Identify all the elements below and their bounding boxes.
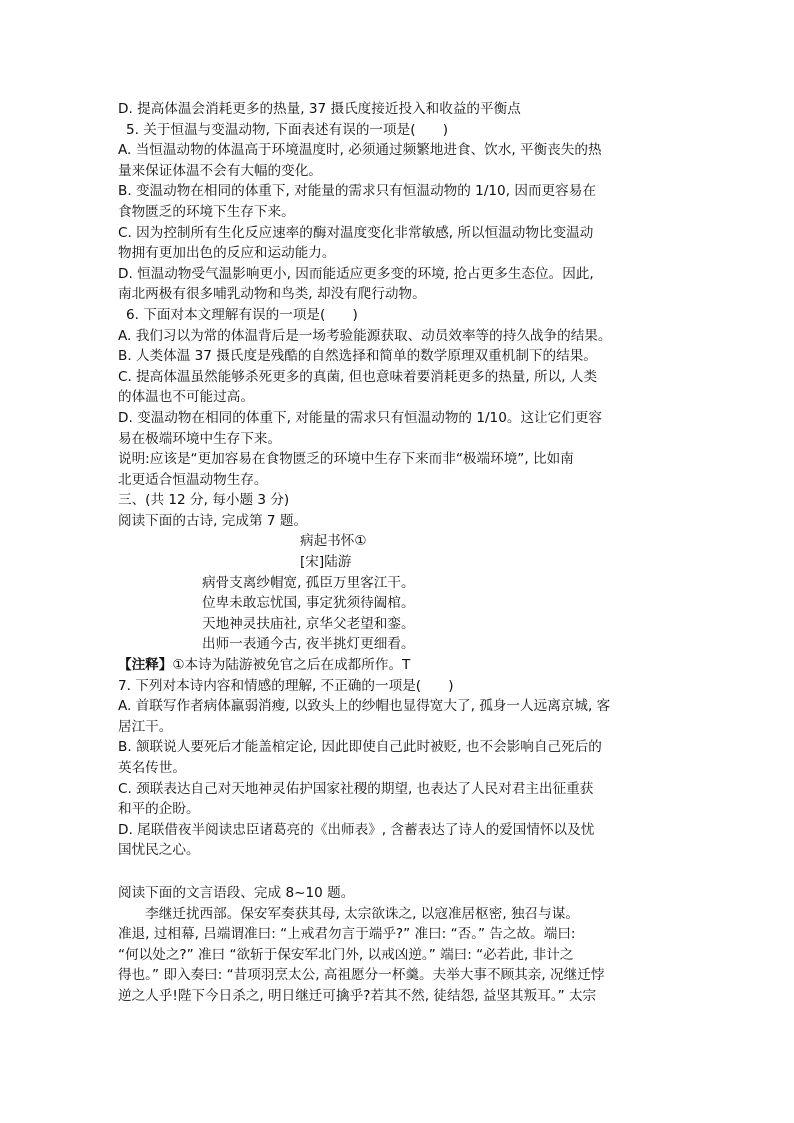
poem-line: 出师一表通今古, 夜半挑灯更细看。 bbox=[202, 636, 415, 653]
classical-text-line: “何以处之?” 准曰 “欲斩于保安军北门外, 以戒凶逆。” 端曰: “必若此, 非计之 bbox=[118, 946, 574, 963]
classical-text-line: 准退, 过相幕, 吕端谓准曰: “上戒君勿言于端乎?” 准曰: “否。” 告之故。端曰: bbox=[118, 926, 576, 943]
spacer bbox=[118, 861, 678, 883]
q6-option-c: C. 提高体温虽然能够杀死更多的真菌, 但也意味着要消耗更多的热量, 所以, 人类 bbox=[118, 368, 598, 385]
text-line: 物拥有更加出色的反应和运动能力。 bbox=[118, 245, 336, 262]
text-line: 南北两极有很多哺乳动物和鸟类, 却没有爬行动物。 bbox=[118, 286, 426, 303]
q5-option-c: C. 因为控制所有生化反应速率的酶对温度变化非常敏感, 所以恒温动物比变温动 bbox=[118, 224, 594, 241]
text-line: 量来保证体温不会有大幅的变化。 bbox=[118, 162, 322, 179]
question-5-stem: 5. 关于恒温与变温动物, 下面表述有误的一项是( ) bbox=[126, 121, 449, 138]
poem-line: 病骨支离纱帽宽, 孤臣万里客江干。 bbox=[202, 574, 415, 591]
q7-option-a: A. 首联写作者病体羸弱消瘦, 以致头上的纱帽也显得宽大了, 孤身一人远离京城, 客 bbox=[118, 698, 611, 715]
poem-note bbox=[118, 655, 678, 676]
text-line: 的体温也不可能过高。 bbox=[118, 389, 254, 406]
poem-instruction: 阅读下面的古诗, 完成第 7 题。 bbox=[118, 512, 308, 529]
text-line: 国忧民之心。 bbox=[118, 842, 200, 859]
q6-option-d: D. 变温动物在相同的体重下, 对能量的需求只有恒温动物的 1/10。这让它们更容 bbox=[118, 409, 603, 426]
classical-text-line: 李继迁扰西部。保安军奏获其母, 太宗欲诛之, 以寇准居枢密, 独召与谋。 bbox=[145, 905, 579, 922]
note-label: 【注释】 bbox=[118, 657, 173, 674]
text-line: 英名传世。 bbox=[118, 760, 186, 776]
q6-option-a: A. 我们习以为常的体温背后是一场考验能源获取、动员效率等的持久战争的结果。 bbox=[118, 327, 612, 344]
poem-title: 病起书怀① bbox=[300, 533, 367, 550]
q6-option-b: B. 人类体温 37 摄氏度是残酷的自然选择和简单的数学原理双重机制下的结果。 bbox=[118, 348, 597, 365]
document-content bbox=[118, 99, 678, 1007]
text-line: D. 提高体温会消耗更多的热量, 37 摄氏度接近投入和收益的平衡点 bbox=[118, 101, 521, 117]
text-line: 居江干。 bbox=[118, 718, 173, 735]
poem-line: 天地神灵扶庙社, 京华父老望和銮。 bbox=[202, 615, 415, 632]
q5-option-a: A. 当恒温动物的体温高于环境温度时, 必须通过频繁地进食、饮水, 平衡丧失的热 bbox=[118, 142, 602, 159]
text-line: 食物匮乏的环境下生存下来。 bbox=[118, 203, 295, 220]
q5-option-d: D. 恒温动物受气温影响更小, 因而能适应更多变的环境, 抢占更多生态位。因此, bbox=[118, 265, 594, 282]
note-text: ①本诗为陆游被免官之后在成都所作。T bbox=[172, 657, 411, 674]
classical-instruction: 阅读下面的文言语段、完成 8~10 题。 bbox=[118, 884, 355, 901]
classical-text-line: 逆之人乎!陛下今日杀之, 明日继迁可擒乎?若其不然, 徒结怨, 益坚其叛耳。” 太宗 bbox=[118, 987, 597, 1004]
classical-text-line: 得也。” 即入奏曰: “昔项羽烹太公, 高祖愿分一杯羹。夫举大事不顾其亲, 况继迁悖 bbox=[118, 967, 605, 984]
section-three-heading: 三、(共 12 分, 每小题 3 分) bbox=[118, 492, 290, 509]
poem-author: [宋]陆游 bbox=[300, 554, 352, 571]
q7-option-d: D. 尾联借夜半阅读忠臣诸葛亮的《出师表》, 含蓄表达了诗人的爱国情怀以及忧 bbox=[118, 821, 595, 838]
q5-option-b: B. 变温动物在相同的体重下, 对能量的需求只有恒温动物的 1/10, 因而更容易在 bbox=[118, 183, 596, 200]
explanation-line: 说明:应该是“更加容易在食物匮乏的环境中生存下来而非“极端环境”, 比如南 bbox=[118, 451, 574, 468]
poem-line: 位卑未敢忘忧国, 事定犹须待阖棺。 bbox=[202, 595, 415, 612]
question-7-stem: 7. 下列对本诗内容和情感的理解, 不正确的一项是( ) bbox=[118, 677, 454, 694]
q7-option-b: B. 颔联说人要死后才能盖棺定论, 因此即使自己此时被贬, 也不会影响自己死后的 bbox=[118, 739, 602, 756]
text-line: 和平的企盼。 bbox=[118, 801, 200, 818]
question-6-stem: 6. 下面对本文理解有误的一项是( ) bbox=[126, 306, 358, 323]
text-line: 易在极端环境中生存下来。 bbox=[118, 430, 282, 447]
explanation-line: 北更适合恒温动物生存。 bbox=[118, 471, 268, 488]
q7-option-c: C. 颈联表达自己对天地神灵佑护国家社稷的期望, 也表达了人民对君主出征重获 bbox=[118, 780, 594, 797]
